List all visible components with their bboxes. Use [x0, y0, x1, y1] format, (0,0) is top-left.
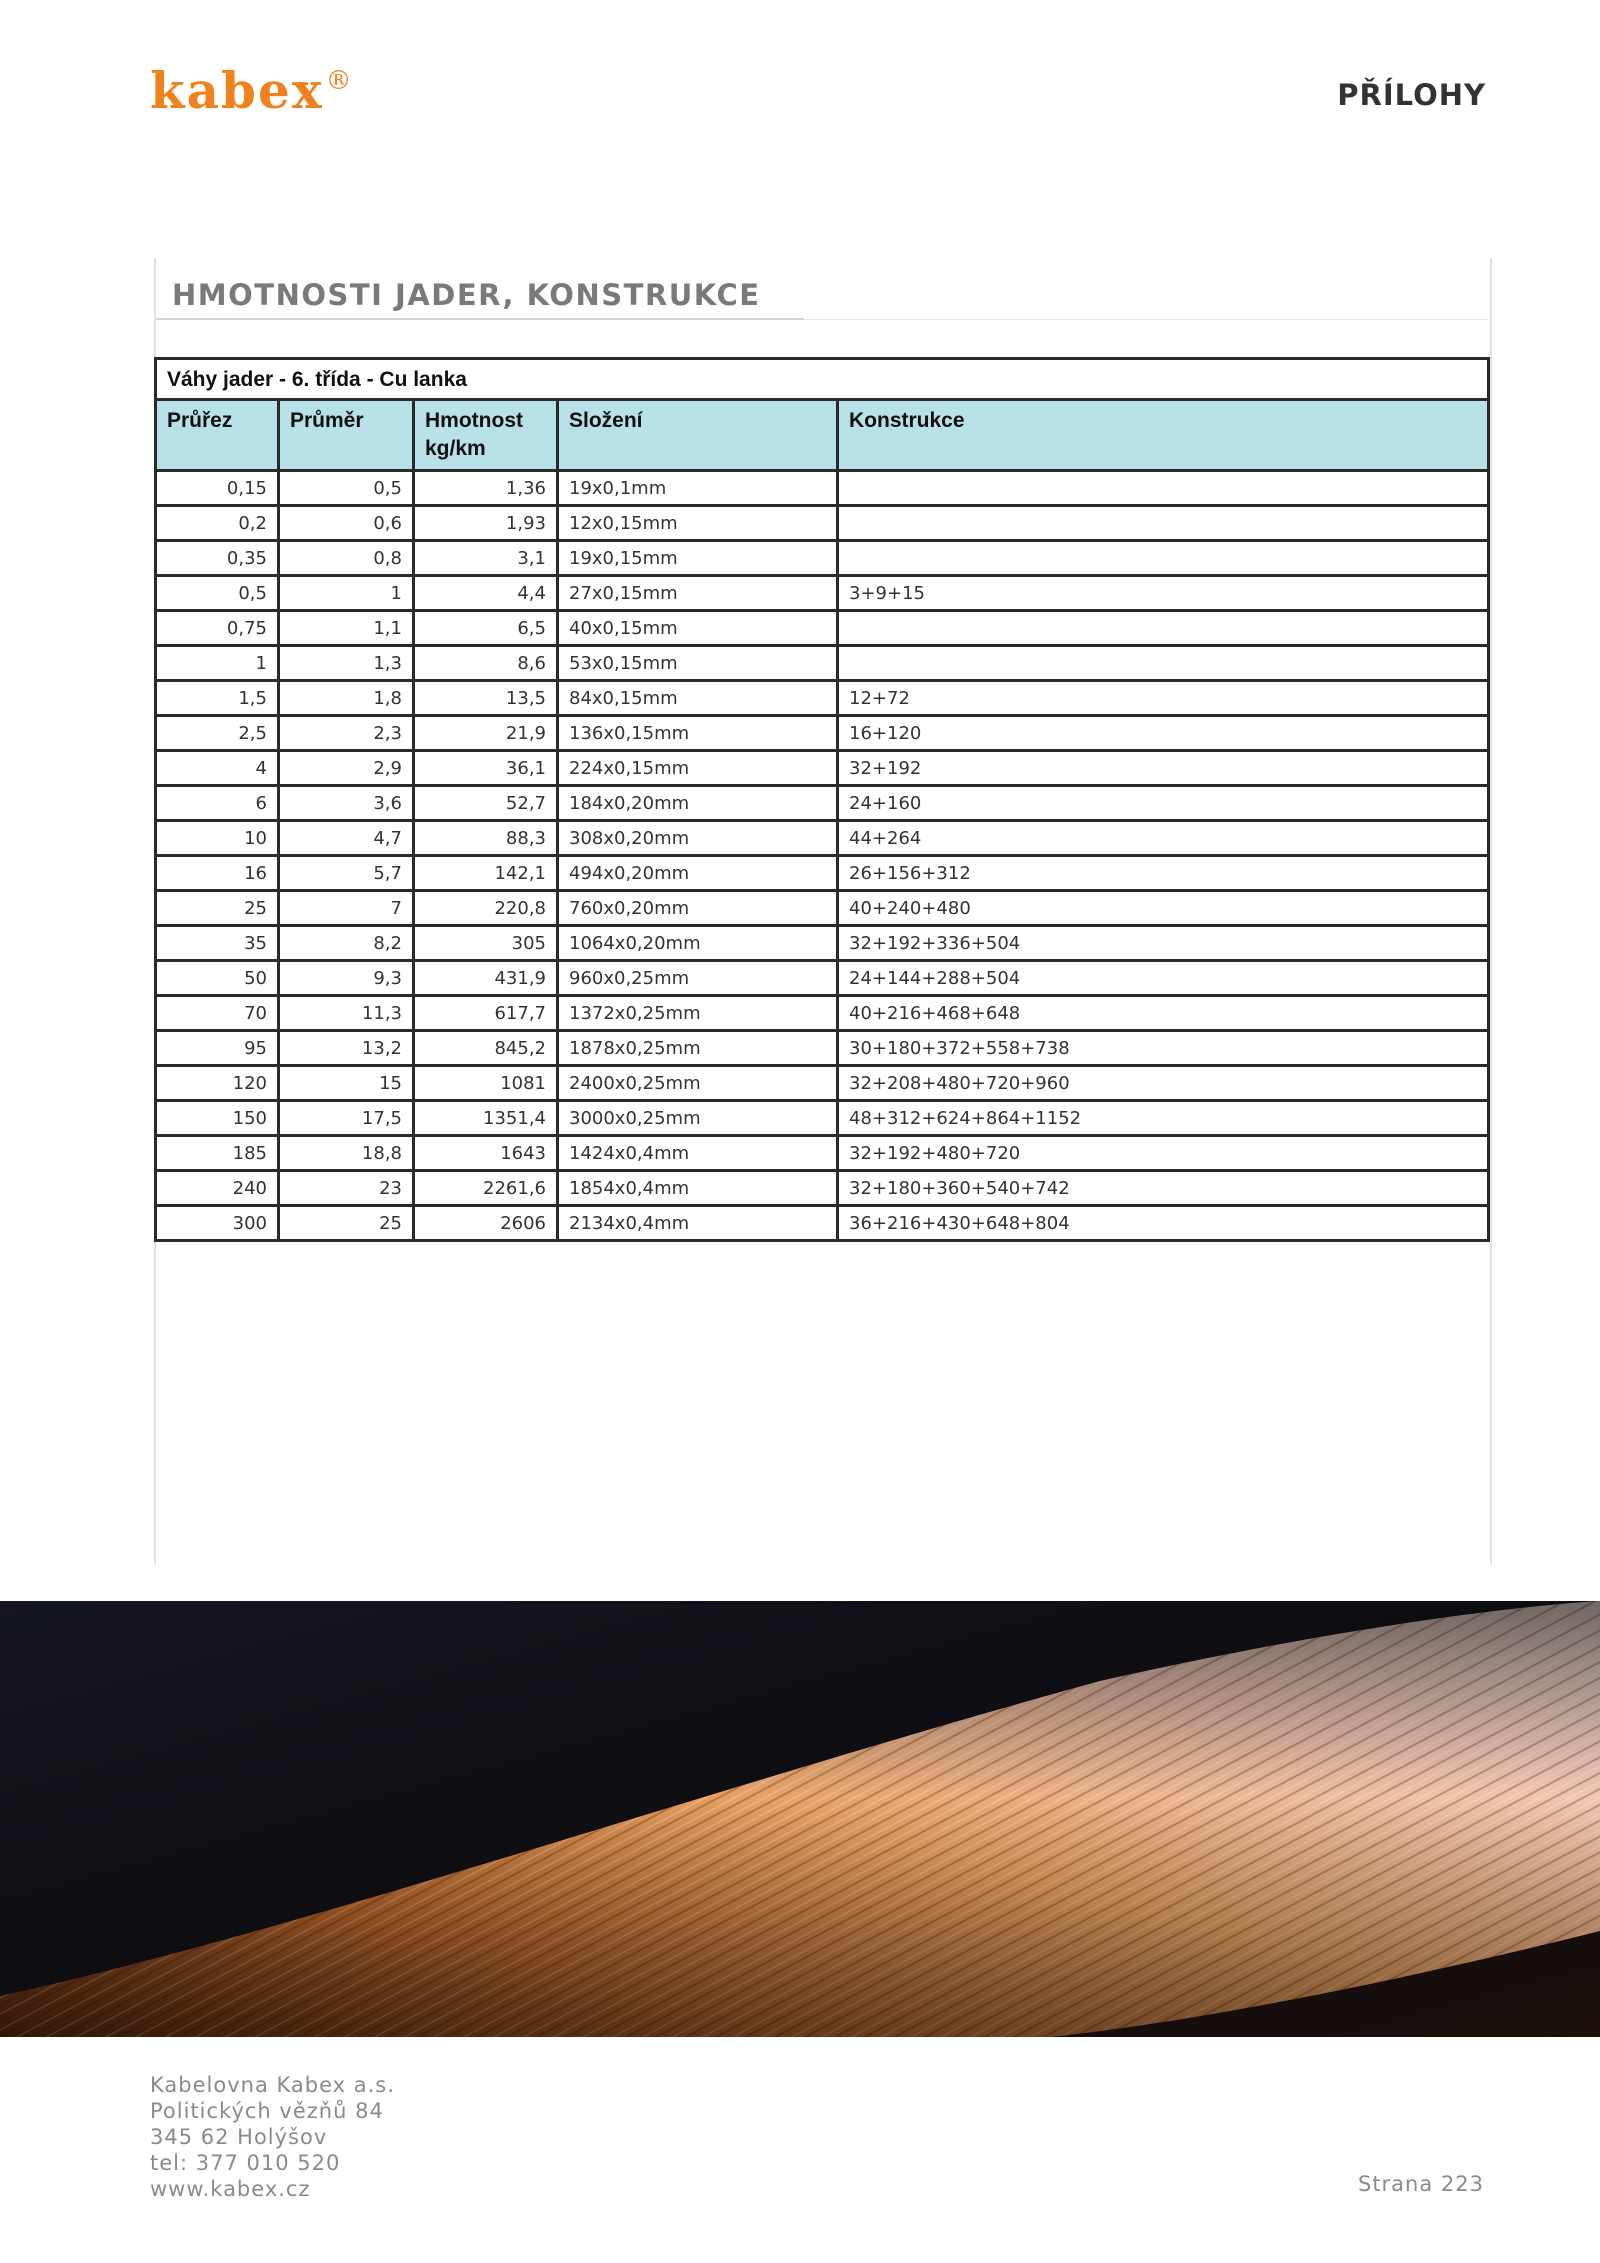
- table-cell: 36+216+430+648+804: [838, 1206, 1489, 1241]
- table-cell: 1,8: [279, 681, 414, 716]
- title-underline: [156, 318, 804, 320]
- table-cell: [838, 646, 1489, 681]
- table-cell: 21,9: [414, 716, 558, 751]
- column-header: Průřez: [156, 400, 279, 471]
- table-cell: 13,5: [414, 681, 558, 716]
- table-cell: [838, 506, 1489, 541]
- table-cell: 150: [156, 1101, 279, 1136]
- table-cell: 5,7: [279, 856, 414, 891]
- table-row: [156, 926, 1489, 961]
- table-cell: 36,1: [414, 751, 558, 786]
- table-cell: 960x0,25mm: [558, 961, 838, 996]
- table-cell: 220,8: [414, 891, 558, 926]
- table-cell: 4,4: [414, 576, 558, 611]
- table-cell: 53x0,15mm: [558, 646, 838, 681]
- address-line: tel: 377 010 520: [150, 2151, 341, 2175]
- table-cell: 308x0,20mm: [558, 821, 838, 856]
- table-cell: 1854x0,4mm: [558, 1171, 838, 1206]
- table-cell: 23: [279, 1171, 414, 1206]
- table-cell: 95: [156, 1031, 279, 1066]
- table-cell: 1,93: [414, 506, 558, 541]
- table-cell: [838, 541, 1489, 576]
- address-line: www.kabex.cz: [150, 2177, 311, 2201]
- table-cell: 0,6: [279, 506, 414, 541]
- table-cell: 0,8: [279, 541, 414, 576]
- table-cell: 48+312+624+864+1152: [838, 1101, 1489, 1136]
- table-cell: 32+192: [838, 751, 1489, 786]
- table-row: [156, 996, 1489, 1031]
- table-cell: 3,6: [279, 786, 414, 821]
- table-cell: 4: [156, 751, 279, 786]
- address-line: Kabelovna Kabex a.s.: [150, 2073, 395, 2097]
- table-cell: 224x0,15mm: [558, 751, 838, 786]
- table-cell: 1372x0,25mm: [558, 996, 838, 1031]
- table-cell: 1,36: [414, 471, 558, 506]
- title-divider: [804, 319, 1488, 320]
- table-cell: 32+208+480+720+960: [838, 1066, 1489, 1101]
- column-header: Hmotnost kg/km: [414, 400, 558, 471]
- table-cell: 8,2: [279, 926, 414, 961]
- table-cell: 9,3: [279, 961, 414, 996]
- table-row: [156, 1101, 1489, 1136]
- table-cell: 1: [156, 646, 279, 681]
- table-cell: 40+216+468+648: [838, 996, 1489, 1031]
- table-row: [156, 786, 1489, 821]
- table-cell: 32+180+360+540+742: [838, 1171, 1489, 1206]
- table-cell: 32+192+480+720: [838, 1136, 1489, 1171]
- table-row: [156, 961, 1489, 996]
- table-cell: 44+264: [838, 821, 1489, 856]
- address-line: 345 62 Holýšov: [150, 2125, 328, 2149]
- table-row: [156, 1066, 1489, 1101]
- table-cell: 12+72: [838, 681, 1489, 716]
- table-cell: 1,1: [279, 611, 414, 646]
- table-cell: 52,7: [414, 786, 558, 821]
- table-cell: 2,3: [279, 716, 414, 751]
- table-cell: 84x0,15mm: [558, 681, 838, 716]
- table-row: [156, 471, 1489, 506]
- kabex-logo: kabex®: [150, 61, 354, 120]
- table-cell: 2606: [414, 1206, 558, 1241]
- table-row: [156, 576, 1489, 611]
- table-cell: 1: [279, 576, 414, 611]
- table-cell: 184x0,20mm: [558, 786, 838, 821]
- table-cell: 3000x0,25mm: [558, 1101, 838, 1136]
- table-cell: 27x0,15mm: [558, 576, 838, 611]
- table-cell: 1064x0,20mm: [558, 926, 838, 961]
- table-cell: 1081: [414, 1066, 558, 1101]
- table-cell: 494x0,20mm: [558, 856, 838, 891]
- copper-strand-photo: [0, 1601, 1600, 2037]
- table-cell: 11,3: [279, 996, 414, 1031]
- table-cell: 40+240+480: [838, 891, 1489, 926]
- table-cell: 845,2: [414, 1031, 558, 1066]
- table-cell: 12x0,15mm: [558, 506, 838, 541]
- table-row: [156, 681, 1489, 716]
- table-cell: 120: [156, 1066, 279, 1101]
- core-weights-table: [154, 357, 1490, 1242]
- table-cell: 25: [279, 1206, 414, 1241]
- table-cell: 16+120: [838, 716, 1489, 751]
- table-cell: [838, 471, 1489, 506]
- table-cell: [838, 611, 1489, 646]
- table-cell: 0,5: [156, 576, 279, 611]
- table-cell: 1351,4: [414, 1101, 558, 1136]
- table-cell: 4,7: [279, 821, 414, 856]
- table-cell: 40x0,15mm: [558, 611, 838, 646]
- table-cell: 70: [156, 996, 279, 1031]
- table-cell: 10: [156, 821, 279, 856]
- table-cell: 0,2: [156, 506, 279, 541]
- table-cell: 32+192+336+504: [838, 926, 1489, 961]
- table-header-row: [156, 400, 1489, 471]
- column-header: Složení: [558, 400, 838, 471]
- table-cell: 24+160: [838, 786, 1489, 821]
- panel-title: HMOTNOSTI JADER, KONSTRUKCE: [172, 278, 761, 312]
- table-cell: 19x0,1mm: [558, 471, 838, 506]
- table-cell: 1,3: [279, 646, 414, 681]
- table-cell: 26+156+312: [838, 856, 1489, 891]
- section-title: PŘÍLOHY: [1337, 78, 1486, 112]
- table-cell: 431,9: [414, 961, 558, 996]
- table-cell: 17,5: [279, 1101, 414, 1136]
- table-row: [156, 646, 1489, 681]
- table-cell: 30+180+372+558+738: [838, 1031, 1489, 1066]
- table-cell: 8,6: [414, 646, 558, 681]
- table-row: [156, 856, 1489, 891]
- column-header: Konstrukce: [838, 400, 1489, 471]
- table-cell: 88,3: [414, 821, 558, 856]
- table-cell: 305: [414, 926, 558, 961]
- table-cell: 24+144+288+504: [838, 961, 1489, 996]
- table-cell: 1643: [414, 1136, 558, 1171]
- table-row: [156, 1136, 1489, 1171]
- table-row: [156, 716, 1489, 751]
- table-cell: 15: [279, 1066, 414, 1101]
- table-row: [156, 821, 1489, 856]
- table-cell: 185: [156, 1136, 279, 1171]
- table-cell: 13,2: [279, 1031, 414, 1066]
- table-cell: 2,9: [279, 751, 414, 786]
- table-cell: 0,35: [156, 541, 279, 576]
- table-cell: 3+9+15: [838, 576, 1489, 611]
- column-header: Průměr: [279, 400, 414, 471]
- table-caption: Váhy jader - 6. třída - Cu lanka: [156, 359, 1489, 400]
- table-cell: 50: [156, 961, 279, 996]
- table-row: [156, 506, 1489, 541]
- table-cell: 1424x0,4mm: [558, 1136, 838, 1171]
- table-cell: 1,5: [156, 681, 279, 716]
- table-cell: 16: [156, 856, 279, 891]
- address-line: Politických vězňů 84: [150, 2099, 384, 2123]
- table-cell: 1878x0,25mm: [558, 1031, 838, 1066]
- table-cell: 136x0,15mm: [558, 716, 838, 751]
- table-cell: 2,5: [156, 716, 279, 751]
- table-cell: 2400x0,25mm: [558, 1066, 838, 1101]
- table-cell: 240: [156, 1171, 279, 1206]
- table-row: [156, 1171, 1489, 1206]
- table-cell: 300: [156, 1206, 279, 1241]
- table-cell: 142,1: [414, 856, 558, 891]
- page-number: Strana 223: [1357, 2172, 1484, 2196]
- table-cell: 6,5: [414, 611, 558, 646]
- table-cell: 0,5: [279, 471, 414, 506]
- table-cell: 0,75: [156, 611, 279, 646]
- table-row: [156, 541, 1489, 576]
- table-cell: 2134x0,4mm: [558, 1206, 838, 1241]
- company-address: [150, 2072, 395, 2202]
- table-cell: 18,8: [279, 1136, 414, 1171]
- table-cell: 2261,6: [414, 1171, 558, 1206]
- table-cell: 617,7: [414, 996, 558, 1031]
- table-row: [156, 1031, 1489, 1066]
- table-cell: 3,1: [414, 541, 558, 576]
- table-cell: 7: [279, 891, 414, 926]
- table-cell: 0,15: [156, 471, 279, 506]
- table-cell: 25: [156, 891, 279, 926]
- table-cell: 19x0,15mm: [558, 541, 838, 576]
- table-cell: 760x0,20mm: [558, 891, 838, 926]
- table-row: [156, 751, 1489, 786]
- table-row: [156, 1206, 1489, 1241]
- table-cell: 35: [156, 926, 279, 961]
- table-row: [156, 891, 1489, 926]
- table-row: [156, 611, 1489, 646]
- table-cell: 6: [156, 786, 279, 821]
